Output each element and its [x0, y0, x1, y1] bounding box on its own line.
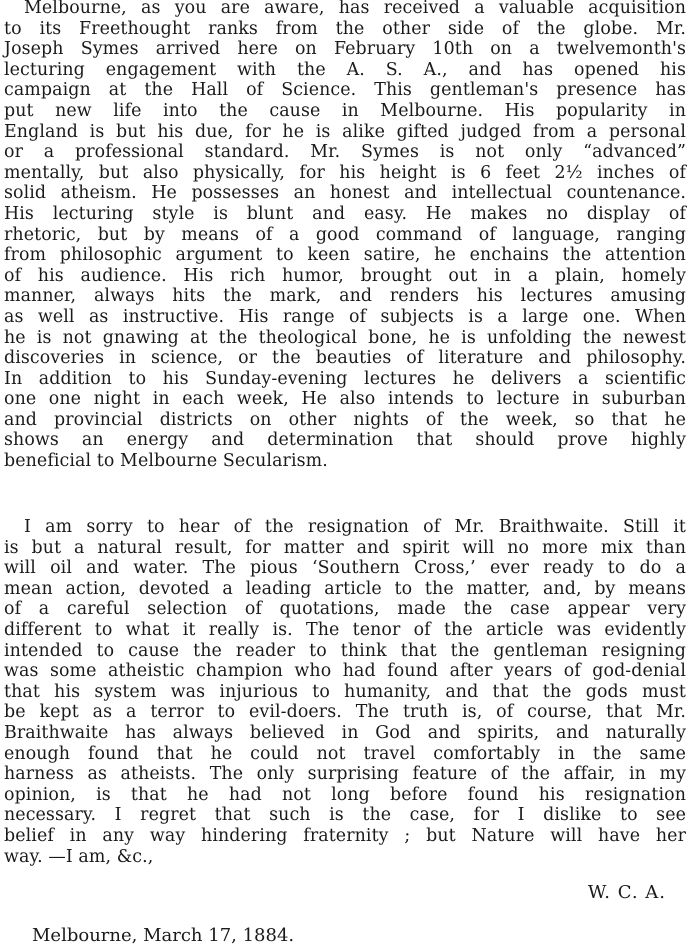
- text-line: mentally, but also physically, for his height is 6 feet 2½ inches of: [4, 162, 686, 183]
- text-line: necessary. I regret that such is the case, for I dislike to see: [4, 805, 686, 826]
- text-line: way. —I am, &c.,: [4, 846, 154, 867]
- text-line: discoveries in science, or the beauties of literature and philosophy.: [4, 348, 686, 369]
- text-line: will oil and water. The pious ‘Southern Cross,’ ever ready to do a: [4, 558, 686, 579]
- text-line: manner, always hits the mark, and renders his lectures amusing: [4, 286, 686, 307]
- text-line: and provincial districts on other nights of the week, so that he: [4, 409, 686, 430]
- paragraph-1: [4, 0, 686, 472]
- text-line: harness as atheists. The only surprising feature of the affair, in my: [4, 764, 686, 785]
- text-line: lecturing engagement with the A. S. A., and has opened his: [4, 59, 686, 80]
- signature: W. C. A.: [587, 882, 666, 903]
- text-line: to its Freethought ranks from the other side of the globe. Mr.: [4, 18, 686, 39]
- text-line: opinion, is that he had not long before found his resignation: [4, 784, 686, 805]
- text-line: one one night in each week, He also intends to lecture in suburban: [4, 389, 686, 410]
- text-line: that his system was injurious to humanity, and that the gods must: [4, 681, 686, 702]
- text-line: beneficial to Melbourne Secularism.: [4, 451, 328, 472]
- text-line: of his audience. His rich humor, brought out in a plain, homely: [4, 265, 686, 286]
- text-line: as well as instructive. His range of subjects is a large one. When: [4, 306, 686, 327]
- text-line: enough found that he could not travel comfortably in the same: [4, 743, 686, 764]
- text-line: mean action, devoted a leading article to the matter, and, by means: [4, 578, 686, 599]
- text-line: His lecturing style is blunt and easy. He makes no display of: [4, 203, 686, 224]
- text-line: rhetoric, but by means of a good command of language, ranging: [4, 224, 686, 245]
- text-line: different to what it really is. The tenor of the article was evidently: [4, 619, 686, 640]
- text-line: intended to cause the reader to think that the gentleman resigning: [4, 640, 686, 661]
- text-line: Melbourne, as you are aware, has received a valuable acquisition: [24, 0, 686, 18]
- text-line: be kept as a terror to evil-doers. The truth is, of course, that Mr.: [4, 702, 686, 723]
- text-line: from philosophic argument to keen satire, he enchains the attention: [4, 245, 686, 266]
- text-line: Braithwaite has always believed in God and spirits, and naturally: [4, 722, 686, 743]
- text-line: of a careful selection of quotations, made the case appear very: [4, 599, 686, 620]
- text-line: shows an energy and determination that should prove highly: [4, 430, 686, 451]
- text-line: In addition to his Sunday-evening lectures he delivers a scientific: [4, 368, 686, 389]
- text-line: campaign at the Hall of Science. This gentleman's presence has: [4, 80, 686, 101]
- text-line: he is not gnawing at the theological bone, he is unfolding the newest: [4, 327, 686, 348]
- text-line: put new life into the cause in Melbourne. His popularity in: [4, 100, 686, 121]
- paragraph-2: [4, 517, 686, 867]
- text-line: or a professional standard. Mr. Symes is not only “advanced”: [4, 142, 686, 163]
- text-line: I am sorry to hear of the resignation of Mr. Braithwaite. Still it: [24, 517, 686, 537]
- text-line: solid atheism. He possesses an honest and intellectual countenance.: [4, 183, 686, 204]
- text-line: was some atheistic champion who had found after years of god-denial: [4, 661, 686, 682]
- text-line: is but a natural result, for matter and spirit will no more mix than: [4, 537, 686, 558]
- text-line: belief in any way hindering fraternity ; but Nature will have her: [4, 825, 686, 846]
- text-line: Joseph Symes arrived here on February 10th on a twelvemonth's: [4, 39, 686, 60]
- text-line: England is but his due, for he is alike gifted judged from a personal: [4, 121, 686, 142]
- dateline: Melbourne, March 17, 1884.: [32, 925, 295, 946]
